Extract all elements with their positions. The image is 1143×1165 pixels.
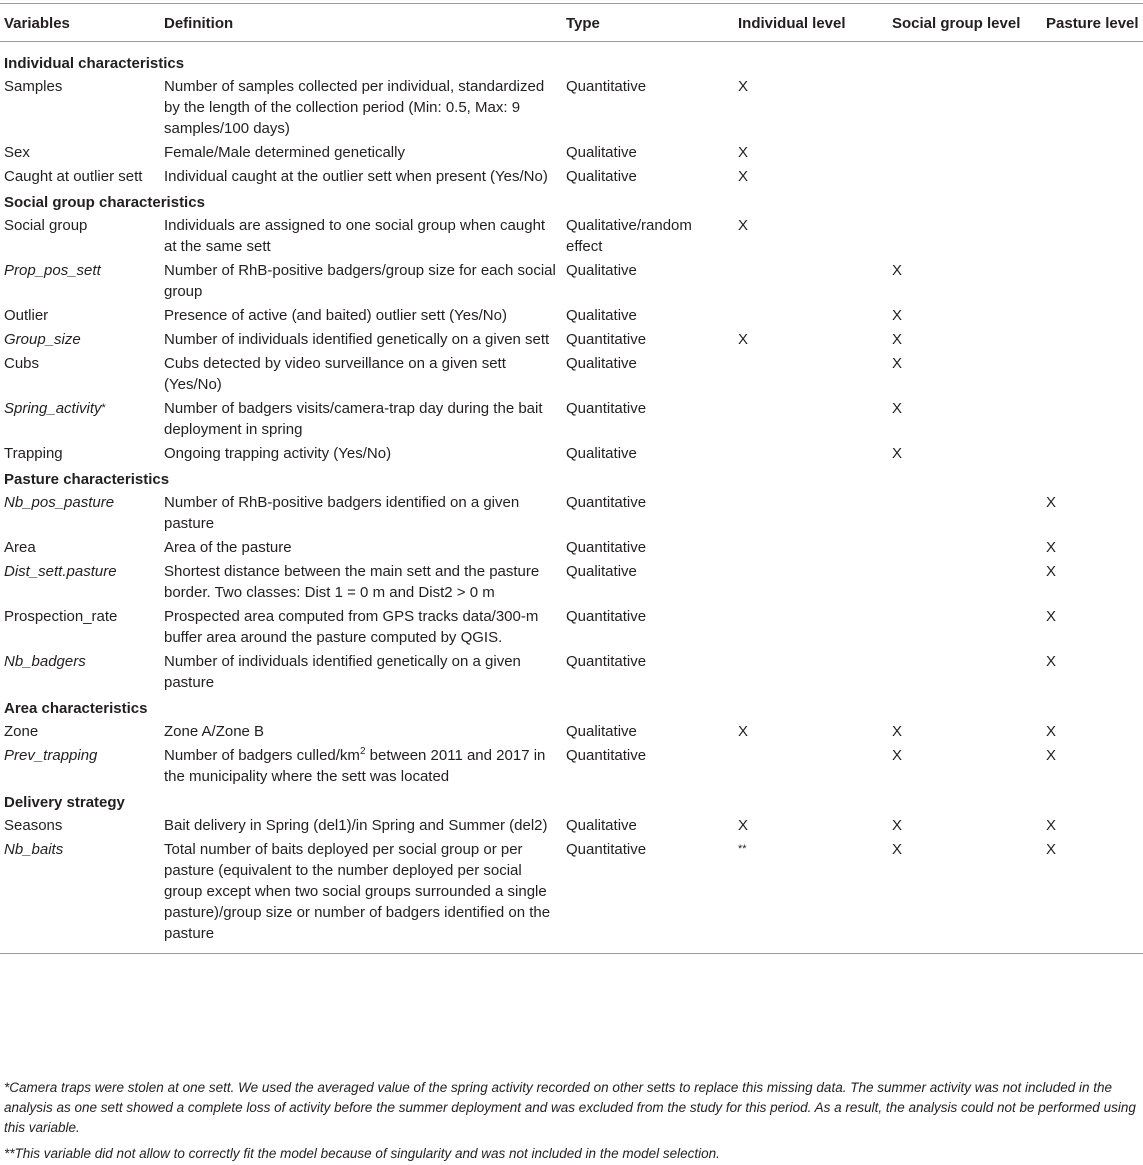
definition-text: Number of RhB-positive badgers/group size for each social group xyxy=(164,262,556,300)
header-individual-level: Individual level xyxy=(734,4,888,42)
variable-name: Nb_baits xyxy=(4,841,64,858)
cell-variable xyxy=(0,397,160,442)
table-row xyxy=(0,214,1143,259)
header-type: Type xyxy=(562,4,734,42)
variable-name: Area xyxy=(4,539,36,556)
cell-type: Quantitative xyxy=(566,78,647,95)
cell-social-group-level xyxy=(888,75,1042,141)
cell-pasture-level: X xyxy=(1046,841,1057,858)
cell-individual-level: ** xyxy=(738,843,747,855)
cell-individual-level: X xyxy=(738,144,749,161)
cell-social-group-level xyxy=(888,214,1042,259)
cell-definition xyxy=(160,214,562,259)
cell-social-group-level: X xyxy=(892,841,903,858)
cell-individual-level: X xyxy=(738,331,749,348)
cell-definition xyxy=(160,397,562,442)
cell-individual-level: X xyxy=(738,817,749,834)
table-row xyxy=(0,259,1143,304)
variable-name: Samples xyxy=(4,78,63,95)
cell-social-group-level xyxy=(888,650,1042,695)
cell-individual-level xyxy=(734,605,888,650)
table-row xyxy=(0,650,1143,695)
cell-definition xyxy=(160,352,562,397)
cell-social-group-level xyxy=(888,560,1042,605)
section-title: Individual characteristics xyxy=(4,55,185,72)
cell-social-group-level: X xyxy=(892,445,903,462)
variable-name: Dist_sett.pasture xyxy=(4,563,117,580)
table-row xyxy=(0,165,1143,189)
cell-pasture-level xyxy=(1042,328,1143,352)
cell-pasture-level: X xyxy=(1046,653,1057,670)
table-row xyxy=(0,536,1143,560)
definition-text: Area of the pasture xyxy=(164,539,292,556)
header-definition: Definition xyxy=(160,4,562,42)
cell-type: Qualitative xyxy=(566,144,637,161)
cell-definition xyxy=(160,838,562,954)
footnote-marker: * xyxy=(101,402,106,414)
cell-individual-level xyxy=(734,304,888,328)
table-row xyxy=(0,304,1143,328)
cell-individual-level xyxy=(734,442,888,466)
definition-text: Female/Male determined genetically xyxy=(164,144,405,161)
cell-pasture-level: X xyxy=(1046,747,1057,764)
cell-type: Qualitative xyxy=(566,307,637,324)
cell-type: Quantitative xyxy=(566,494,647,511)
definition-text: Number of samples collected per individual, standardized by the length of the collection period (Min: 0.5, Max: 9 samples/100 days) xyxy=(164,78,545,137)
cell-pasture-level xyxy=(1042,165,1143,189)
cell-social-group-level xyxy=(888,605,1042,650)
cell-variable xyxy=(0,352,160,397)
cell-definition xyxy=(160,328,562,352)
header-variables: Variables xyxy=(0,4,160,42)
cell-variable xyxy=(0,442,160,466)
table-row xyxy=(0,491,1143,536)
cell-definition xyxy=(160,259,562,304)
cell-variable xyxy=(0,304,160,328)
definition-text: Number of badgers culled/km xyxy=(164,747,360,764)
cell-individual-level xyxy=(734,650,888,695)
cell-type: Qualitative/random effect xyxy=(566,217,692,255)
cell-individual-level xyxy=(734,536,888,560)
cell-type: Quantitative xyxy=(566,841,647,858)
cell-variable xyxy=(0,838,160,954)
definition-text: Cubs detected by video surveillance on a given sett (Yes/No) xyxy=(164,355,506,393)
variable-name: Cubs xyxy=(4,355,40,372)
variable-name: Prev_trapping xyxy=(4,747,98,764)
section-title: Pasture characteristics xyxy=(4,471,170,488)
cell-social-group-level xyxy=(888,141,1042,165)
header-row xyxy=(0,4,1143,42)
cell-variable xyxy=(0,165,160,189)
definition-text-tail: between 2011 and 2017 in the municipality where the sett was located xyxy=(164,747,546,785)
definition-text: Individuals are assigned to one social group when caught at the same sett xyxy=(164,217,546,255)
cell-individual-level: X xyxy=(738,723,749,740)
cell-definition xyxy=(160,165,562,189)
header-pasture-level: Pasture level xyxy=(1042,4,1143,42)
cell-type: Qualitative xyxy=(566,817,637,834)
cell-definition xyxy=(160,491,562,536)
table-body xyxy=(0,42,1143,954)
cell-individual-level xyxy=(734,259,888,304)
section-title: Social group characteristics xyxy=(4,194,205,211)
cell-pasture-level xyxy=(1042,352,1143,397)
cell-variable xyxy=(0,814,160,838)
cell-individual-level: X xyxy=(738,217,749,234)
cell-variable xyxy=(0,536,160,560)
cell-individual-level xyxy=(734,491,888,536)
cell-pasture-level xyxy=(1042,214,1143,259)
cell-definition xyxy=(160,744,562,789)
definition-text: Individual caught at the outlier sett when present (Yes/No) xyxy=(164,168,548,185)
section-title: Area characteristics xyxy=(4,700,148,717)
cell-type: Quantitative xyxy=(566,653,647,670)
table-row xyxy=(0,720,1143,744)
header-social-group-level: Social group level xyxy=(888,4,1042,42)
cell-individual-level xyxy=(734,352,888,397)
cell-variable xyxy=(0,605,160,650)
cell-social-group-level: X xyxy=(892,400,903,417)
cell-variable xyxy=(0,141,160,165)
definition-text: Shortest distance between the main sett and the pasture border. Two classes: Dist 1 = 0 m and Dist2 > 0 m xyxy=(164,563,540,601)
cell-definition xyxy=(160,536,562,560)
variable-name: Nb_badgers xyxy=(4,653,86,670)
variable-name: Group_size xyxy=(4,331,81,348)
variable-name: Nb_pos_pasture xyxy=(4,494,115,511)
table-row xyxy=(0,75,1143,141)
definition-text: Presence of active (and baited) outlier sett (Yes/No) xyxy=(164,307,507,324)
cell-variable xyxy=(0,259,160,304)
cell-definition xyxy=(160,304,562,328)
table-row xyxy=(0,814,1143,838)
variable-name: Caught at outlier sett xyxy=(4,168,143,185)
cell-pasture-level: X xyxy=(1046,494,1057,511)
variable-name: Social group xyxy=(4,217,88,234)
cell-pasture-level: X xyxy=(1046,608,1057,625)
definition-text: Number of RhB-positive badgers identified on a given pasture xyxy=(164,494,520,532)
cell-variable xyxy=(0,720,160,744)
cell-social-group-level: X xyxy=(892,262,903,279)
cell-social-group-level: X xyxy=(892,723,903,740)
cell-social-group-level: X xyxy=(892,817,903,834)
definition-text: Number of individuals identified genetically on a given pasture xyxy=(164,653,521,691)
cell-definition xyxy=(160,442,562,466)
cell-individual-level xyxy=(734,397,888,442)
cell-definition xyxy=(160,814,562,838)
cell-type: Qualitative xyxy=(566,563,637,580)
superscript: 2 xyxy=(359,746,366,757)
table-row xyxy=(0,744,1143,789)
section-row xyxy=(0,789,1143,814)
table-row xyxy=(0,352,1143,397)
cell-individual-level: X xyxy=(738,168,749,185)
cell-social-group-level: X xyxy=(892,331,903,348)
cell-definition xyxy=(160,141,562,165)
cell-pasture-level xyxy=(1042,397,1143,442)
cell-social-group-level: X xyxy=(892,747,903,764)
cell-type: Qualitative xyxy=(566,262,637,279)
definition-text: Number of badgers visits/camera-trap day during the bait deployment in spring xyxy=(164,400,543,438)
cell-individual-level xyxy=(734,744,888,789)
cell-type: Quantitative xyxy=(566,608,647,625)
cell-definition xyxy=(160,605,562,650)
table-row xyxy=(0,397,1143,442)
variable-name: Seasons xyxy=(4,817,63,834)
footnote-spring-activity: *Camera traps were stolen at one sett. We used the averaged value of the spring activity recorded on other setts to replace this missing data. The summer activity was not included in the analysis as one sett showed a complete loss of activity before the summer deployment and was excluded from the study for this period. As a result, the analysis could not be performed using this variable. xyxy=(4,1080,1136,1135)
section-row xyxy=(0,189,1143,214)
cell-social-group-level: X xyxy=(892,355,903,372)
cell-pasture-level xyxy=(1042,259,1143,304)
table-row xyxy=(0,838,1143,954)
section-row xyxy=(0,466,1143,491)
table-row xyxy=(0,605,1143,650)
cell-type: Qualitative xyxy=(566,168,637,185)
section-row xyxy=(0,695,1143,720)
definition-text: Prospected area computed from GPS tracks data/300-m buffer area around the pasture computed by QGIS. xyxy=(164,608,539,646)
section-row xyxy=(0,42,1143,76)
variable-name: Prospection_rate xyxy=(4,608,118,625)
cell-variable xyxy=(0,650,160,695)
cell-variable xyxy=(0,214,160,259)
variable-name: Prop_pos_sett xyxy=(4,262,101,279)
cell-definition xyxy=(160,720,562,744)
section-title: Delivery strategy xyxy=(4,794,125,811)
cell-individual-level: X xyxy=(738,78,749,95)
cell-social-group-level xyxy=(888,165,1042,189)
cell-definition xyxy=(160,650,562,695)
cell-variable xyxy=(0,560,160,605)
cell-type: Qualitative xyxy=(566,355,637,372)
cell-variable xyxy=(0,75,160,141)
table-row xyxy=(0,141,1143,165)
cell-social-group-level xyxy=(888,491,1042,536)
cell-variable xyxy=(0,744,160,789)
definition-text: Bait delivery in Spring (del1)/in Spring and Summer (del2) xyxy=(164,817,548,834)
cell-social-group-level: X xyxy=(892,307,903,324)
definition-text: Ongoing trapping activity (Yes/No) xyxy=(164,445,392,462)
table-row xyxy=(0,328,1143,352)
cell-type: Qualitative xyxy=(566,723,637,740)
cell-social-group-level xyxy=(888,536,1042,560)
definition-text: Number of individuals identified genetically on a given sett xyxy=(164,331,550,348)
variable-name: Sex xyxy=(4,144,30,161)
table-header xyxy=(0,4,1143,42)
cell-definition xyxy=(160,75,562,141)
variables-table xyxy=(0,3,1143,954)
cell-pasture-level xyxy=(1042,75,1143,141)
cell-pasture-level xyxy=(1042,304,1143,328)
variable-name: Zone xyxy=(4,723,39,740)
variable-name: Outlier xyxy=(4,307,49,324)
table-row xyxy=(0,560,1143,605)
cell-pasture-level: X xyxy=(1046,563,1057,580)
definition-text: Zone A/Zone B xyxy=(164,723,265,740)
table-row xyxy=(0,442,1143,466)
cell-variable xyxy=(0,328,160,352)
cell-individual-level xyxy=(734,560,888,605)
footnote-nb-baits: **This variable did not allow to correctly fit the model because of singularity and was not included in the model selection. xyxy=(4,1146,720,1161)
cell-type: Quantitative xyxy=(566,539,647,556)
cell-type: Qualitative xyxy=(566,445,637,462)
cell-pasture-level xyxy=(1042,141,1143,165)
variable-name: Spring_activity xyxy=(4,400,102,417)
cell-pasture-level: X xyxy=(1046,723,1057,740)
cell-pasture-level xyxy=(1042,442,1143,466)
cell-pasture-level: X xyxy=(1046,539,1057,556)
cell-variable xyxy=(0,491,160,536)
cell-type: Quantitative xyxy=(566,400,647,417)
cell-type: Quantitative xyxy=(566,747,647,764)
cell-type: Quantitative xyxy=(566,331,647,348)
cell-definition xyxy=(160,560,562,605)
variable-name: Trapping xyxy=(4,445,63,462)
definition-text: Total number of baits deployed per social group or per pasture (equivalent to the number deployed per social group except when two social groups surrounded a single pasture)/group size or number of badgers identified on the pasture xyxy=(164,841,551,942)
cell-pasture-level: X xyxy=(1046,817,1057,834)
